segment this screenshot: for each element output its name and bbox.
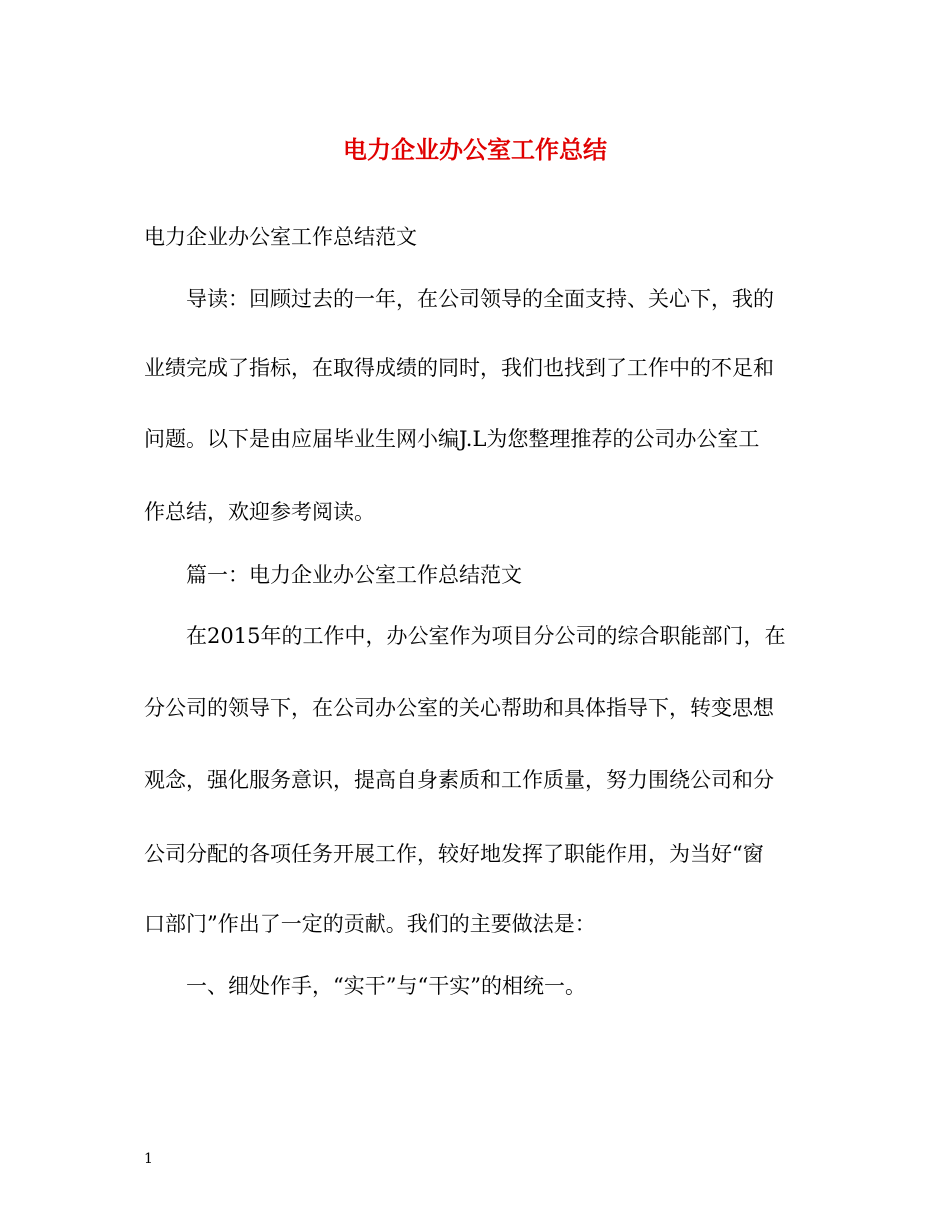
body-line: 分公司的领导下，在公司办公室的关心帮助和具体指导下，转变思想 [144,696,774,720]
section-heading: 篇一：电力企业办公室工作总结范文 [186,563,522,587]
body-line: 口部门”作出了一定的贡献。我们的主要做法是： [144,912,596,936]
intro-line: 业绩完成了指标，在取得成绩的同时，我们也找到了工作中的不足和 [144,356,774,380]
body-line: 在2015年的工作中，办公室作为项目分公司的综合职能部门，在 [186,624,786,648]
document-title: 电力企业办公室工作总结 [343,135,607,164]
body-line: 公司分配的各项任务开展工作，较好地发挥了职能作用，为当好“窗 [144,842,764,866]
subtitle-line: 电力企业办公室工作总结范文 [144,225,417,249]
list-item-heading: 一、细处作手，“实干”与“干实”的相统一。 [186,974,586,998]
body-line: 观念，强化服务意识，提高自身素质和工作质量，努力围绕公司和分 [144,768,774,792]
intro-line: 导读：回顾过去的一年，在公司领导的全面支持、关心下，我的 [186,287,774,311]
page-number: 1 [144,1151,153,1167]
intro-line: 问题。以下是由应届毕业生网小编J.L为您整理推荐的公司办公室工 [144,427,760,451]
intro-line: 作总结，欢迎参考阅读。 [144,500,375,524]
